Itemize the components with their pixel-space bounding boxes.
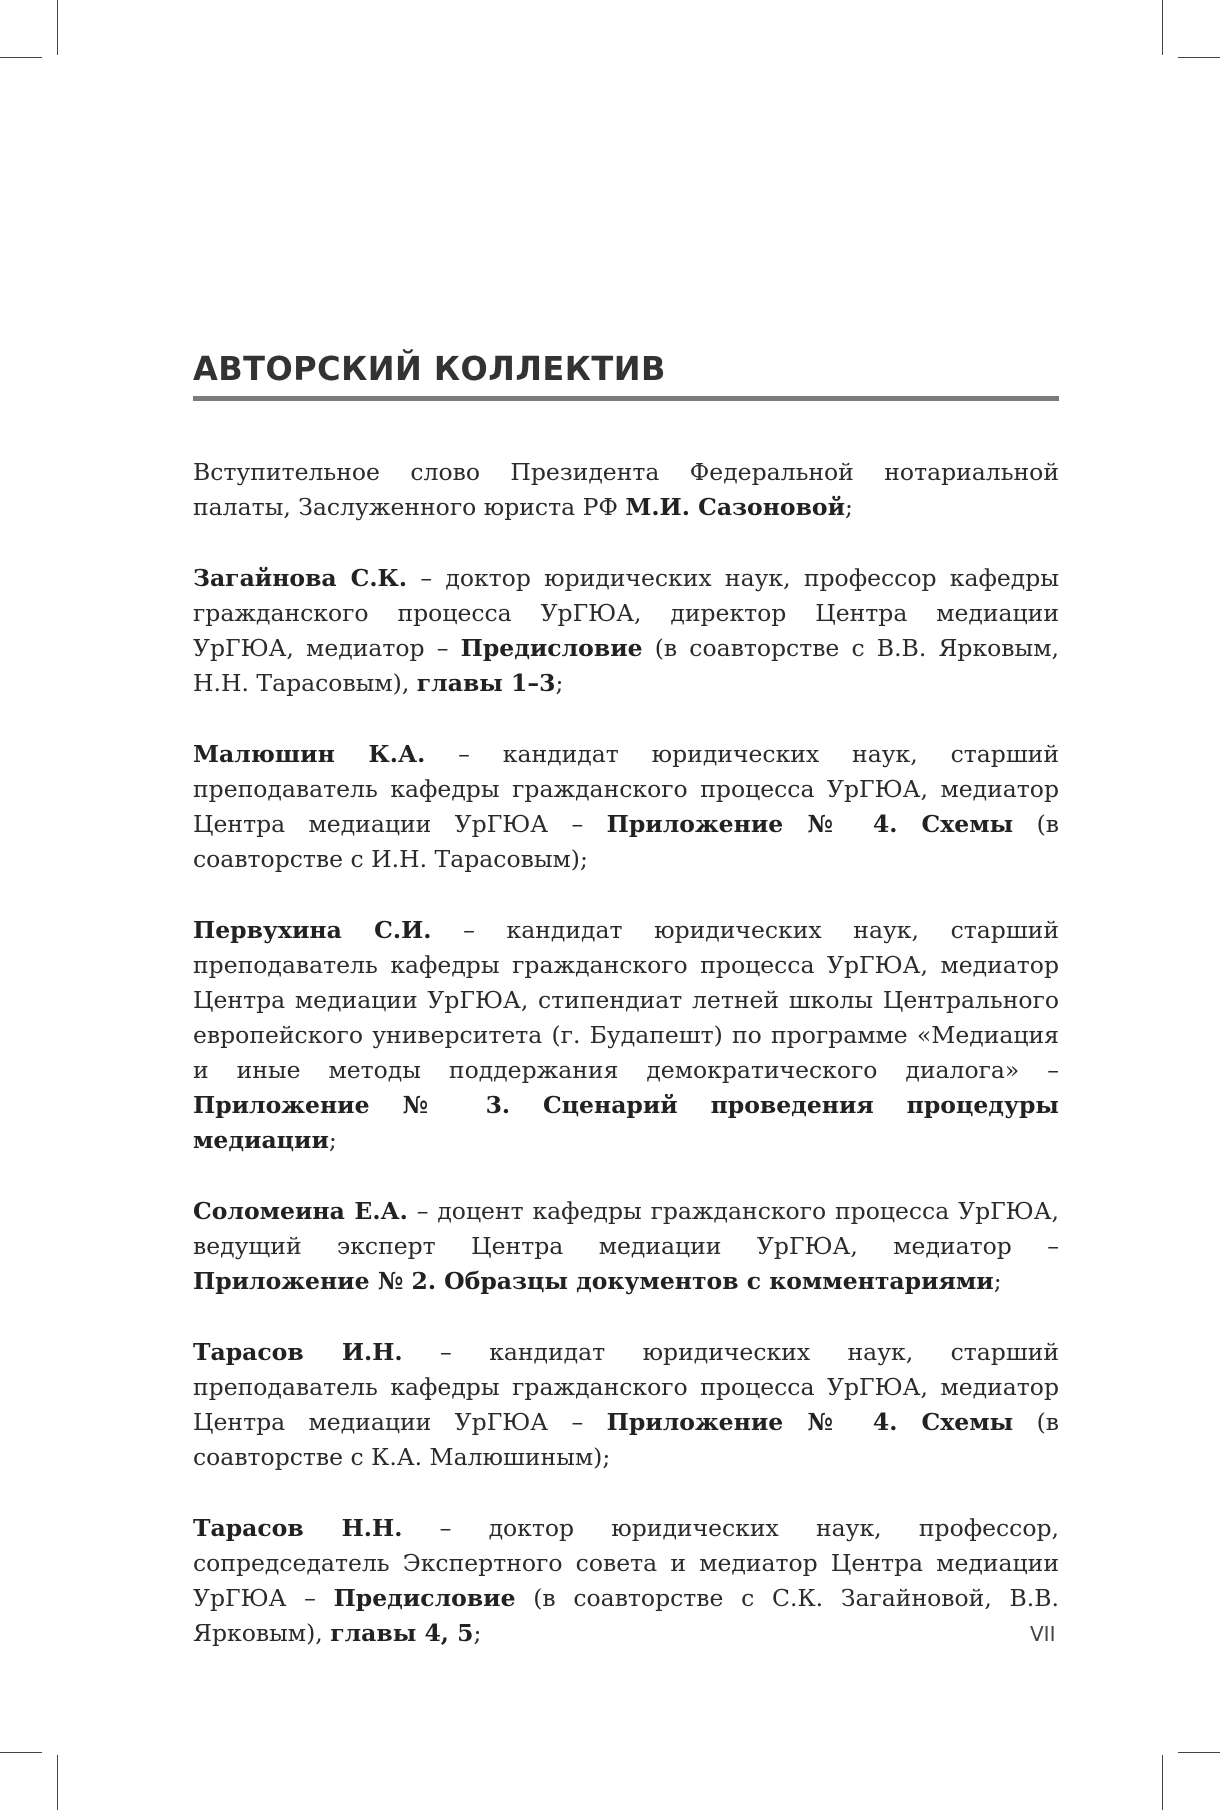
crop-mark-bottom-left-horizontal bbox=[0, 1752, 42, 1753]
author-note: (в соавторстве с С.К. Загайновой, В.В. Ярковым), bbox=[193, 1584, 1059, 1647]
author-list bbox=[193, 455, 1059, 1687]
intro-text: Вступительное слово Президента Федеральной нотариальной палаты, Заслуженного юриста РФ bbox=[193, 458, 1059, 521]
author-name: Малюшин К.А. bbox=[193, 740, 426, 768]
author-work: Приложение № 2. Образцы документов с комментариями bbox=[193, 1267, 994, 1295]
author-work: Приложение № 3. Сценарий проведения процедуры медиации bbox=[193, 1091, 1059, 1154]
author-description: – доцент кафедры гражданского процесса УрГЮА, ведущий эксперт Центра медиации УрГЮА, медиатор – bbox=[193, 1197, 1059, 1260]
author-name: Тарасов И.Н. bbox=[193, 1338, 403, 1366]
heading-underline bbox=[193, 396, 1059, 401]
author-note: (в соавторстве с И.Н. Тарасовым); bbox=[193, 810, 1059, 873]
crop-mark-top-left-vertical bbox=[57, 0, 58, 55]
author-description: – доктор юридических наук, профессор, сопредседатель Экспертного совета и медиатор Центра медиации УрГЮА – bbox=[193, 1514, 1060, 1612]
author-description: – кандидат юридических наук, старший преподаватель кафедры гражданского процесса УрГЮА, медиатор Центра медиации УрГЮА, стипендиат летней школы Центрального европейского университета (г. Будапешт) по программе «Медиация и иные методы поддержания демократического диалога» – bbox=[193, 916, 1059, 1084]
author-name: Соломеина Е.А. bbox=[193, 1197, 408, 1225]
author-note: ; bbox=[993, 1267, 1002, 1295]
author-name: Первухина С.И. bbox=[193, 916, 432, 944]
author-work: Приложение № 4. Схемы bbox=[606, 1408, 1014, 1436]
author-entry bbox=[193, 913, 1059, 1158]
author-description: – кандидат юридических наук, старший преподаватель кафедры гражданского процесса УрГЮА, медиатор Центра медиации УрГЮА – bbox=[193, 740, 1059, 838]
crop-mark-bottom-right-vertical bbox=[1162, 1755, 1163, 1810]
author-name: Тарасов Н.Н. bbox=[193, 1514, 403, 1542]
author-note: (в соавторстве с К.А. Малюшиным); bbox=[193, 1408, 1059, 1471]
page-heading: АВТОРСКИЙ КОЛЛЕКТИВ bbox=[193, 349, 666, 388]
author-work: Предисловие bbox=[333, 1584, 516, 1612]
author-entry bbox=[193, 1511, 1059, 1651]
author-chapters: главы 4, 5 bbox=[330, 1619, 474, 1647]
author-entry bbox=[193, 1335, 1059, 1475]
crop-mark-bottom-right-horizontal bbox=[1178, 1752, 1220, 1753]
author-description: – кандидат юридических наук, старший преподаватель кафедры гражданского процесса УрГЮА, медиатор Центра медиации УрГЮА – bbox=[193, 1338, 1059, 1436]
author-entry bbox=[193, 1194, 1059, 1299]
intro-end: ; bbox=[845, 493, 853, 521]
author-entry bbox=[193, 737, 1059, 877]
author-work: Предисловие bbox=[460, 634, 643, 662]
crop-mark-top-right-horizontal bbox=[1178, 57, 1220, 58]
crop-mark-bottom-left-vertical bbox=[57, 1755, 58, 1810]
crop-mark-top-left-horizontal bbox=[0, 57, 42, 58]
intro-name: М.И. Сазоновой bbox=[625, 493, 846, 521]
author-end: ; bbox=[473, 1619, 482, 1647]
author-name: Загайнова С.К. bbox=[193, 564, 408, 592]
intro-paragraph bbox=[193, 455, 1059, 525]
crop-mark-top-right-vertical bbox=[1162, 0, 1163, 55]
author-end: ; bbox=[555, 669, 564, 697]
author-description: – доктор юридических наук, профессор кафедры гражданского процесса УрГЮА, директор Центра медиации УрГЮА, медиатор – bbox=[193, 564, 1059, 662]
page-number: VII bbox=[1030, 1622, 1056, 1646]
author-note: ; bbox=[328, 1126, 337, 1154]
author-entry bbox=[193, 561, 1059, 701]
author-chapters: главы 1–3 bbox=[416, 669, 556, 697]
author-note: (в соавторстве с В.В. Ярковым, Н.Н. Тарасовым), bbox=[193, 634, 1059, 697]
author-work: Приложение № 4. Схемы bbox=[606, 810, 1014, 838]
